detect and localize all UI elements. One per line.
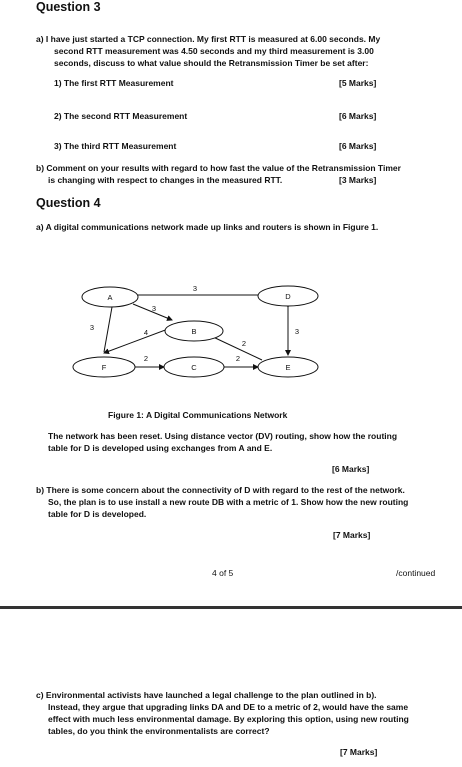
node-c-label: C — [191, 363, 197, 372]
cost-a-d: 3 — [192, 284, 198, 293]
node-a-label: A — [107, 293, 113, 302]
edge-a-f — [104, 307, 112, 352]
q4-b-line-3: table for D is developed. — [48, 509, 147, 519]
q4-a-text: a) A digital communications network made up links and routers is shown in Figure 1. — [36, 222, 379, 232]
q4-a-body-line-2: table for D is developed using exchanges from A and E. — [48, 443, 273, 453]
q3-b-marks: [3 Marks] — [339, 175, 377, 185]
q4-b-marks: [7 Marks] — [333, 530, 371, 540]
cost-a-f: 3 — [89, 323, 95, 332]
cost-f-c: 2 — [143, 354, 149, 363]
q4-a-body-line-1: The network has been reset. Using distance vector (DV) routing, show how the routing — [48, 431, 398, 441]
node-e-label: E — [285, 363, 291, 372]
cost-d-e: 3 — [294, 327, 300, 336]
q4-a-marks: [6 Marks] — [332, 464, 370, 474]
q3-item-3-marks: [6 Marks] — [339, 141, 377, 151]
q3-heading: Question 3 — [36, 0, 101, 14]
node-b-label: B — [191, 327, 197, 336]
page-number: 4 of 5 — [212, 568, 234, 578]
q4-c-line-3: effect with much less environmental damage. By exploring this option, using new routing — [48, 714, 409, 724]
q4-b-line-2: So, the plan is to use install a new route DB with a metric of 1. Show how the new routing — [48, 497, 409, 507]
q3-b-line-2: is changing with respect to changes in the measured RTT. — [48, 175, 283, 185]
figure-caption: Figure 1: A Digital Communications Network — [108, 410, 288, 420]
cost-f-b: 4 — [143, 328, 149, 337]
q3-b-line-1: b) Comment on your results with regard to how fast the value of the Retransmission Timer — [36, 163, 401, 173]
page-break-divider — [0, 606, 462, 609]
node-d-label: D — [285, 292, 291, 301]
q3-a-line-1: a) I have just started a TCP connection. My first RTT is measured at 6.00 seconds. My — [36, 34, 381, 44]
q4-c-line-4: tables, do you think the environmentalists are correct? — [48, 726, 270, 736]
q4-c-line-1: c) Environmental activists have launched a legal challenge to the plan outlined in b). — [36, 690, 377, 700]
q4-b-line-1: b) There is some concern about the connectivity of D with regard to the rest of the network. — [36, 485, 405, 495]
cost-b-e: 2 — [241, 339, 247, 348]
cost-a-b: 3 — [151, 304, 157, 313]
q3-a-line-3: seconds, discuss to what value should the Retransmission Timer be set after: — [54, 58, 369, 68]
q3-item-3-label: 3) The third RTT Measurement — [54, 141, 177, 151]
q3-item-2-marks: [6 Marks] — [339, 111, 377, 121]
q4-c-marks: [7 Marks] — [340, 747, 378, 757]
q3-a-line-2: second RTT measurement was 4.50 seconds and my third measurement is 3.00 — [54, 46, 374, 56]
q3-item-1-marks: [5 Marks] — [339, 78, 377, 88]
q3-item-2-label: 2) The second RTT Measurement — [54, 111, 188, 121]
network-diagram — [60, 280, 340, 385]
q4-heading: Question 4 — [36, 196, 101, 210]
continued-note: /continued — [396, 568, 436, 578]
node-f-label: F — [101, 363, 107, 372]
q4-c-line-2: Instead, they argue that upgrading links DA and DE to a metric of 2, would have the same — [48, 702, 409, 712]
cost-c-e: 2 — [235, 354, 241, 363]
q3-item-1-label: 1) The first RTT Measurement — [54, 78, 174, 88]
